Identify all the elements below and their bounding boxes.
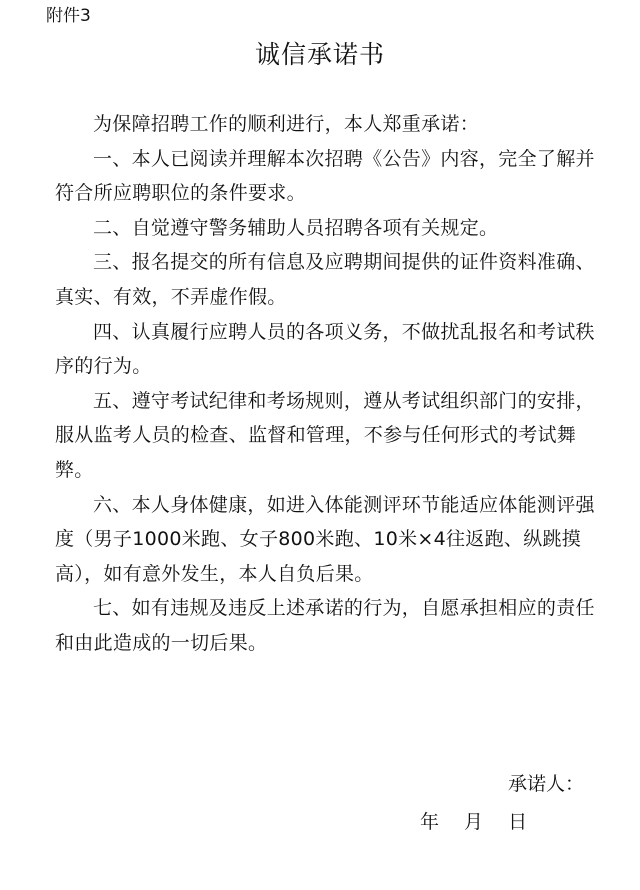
commitment-4: 四、认真履行应聘人员的各项义务，不做扰乱报名和考试秩序的行为。 — [55, 320, 595, 378]
date-line: 年 月 日 — [420, 811, 528, 833]
intro-paragraph: 为保障招聘工作的顺利进行，本人郑重承诺： — [93, 113, 480, 135]
commitment-2: 二、自觉遵守警务辅助人员招聘各项有关规定。 — [93, 216, 499, 239]
commitment-3: 三、报名提交的所有信息及应聘期间提供的证件资料准确、真实、有效，不弄虚作假。 — [55, 251, 595, 308]
signer-label: 承诺人： — [507, 773, 584, 795]
commitment-6: 六、本人身体健康，如进入体能测评环节能适应体能测评强度（男子1000米跑、女子800米跑、10米×4往返跑、纵跳摸高），如有意外发生，本人自负后果。 — [55, 493, 595, 585]
commitment-5: 五、遵守考试纪律和考场规则，遵从考试组织部门的安排，服从监考人员的检查、监督和管理，不参与任何形式的考试舞弊。 — [55, 389, 595, 481]
document-body — [55, 107, 610, 661]
document-title: 诚信承诺书 — [254, 40, 385, 69]
commitment-7: 七、如有违规及违反上述承诺的行为，自愿承担相应的责任和由此造成的一切后果。 — [55, 597, 595, 654]
attachment-label: 附件3 — [46, 6, 91, 26]
commitment-1: 一、本人已阅读并理解本次招聘《公告》内容，完全了解并符合所应聘职位的条件要求。 — [55, 147, 595, 205]
